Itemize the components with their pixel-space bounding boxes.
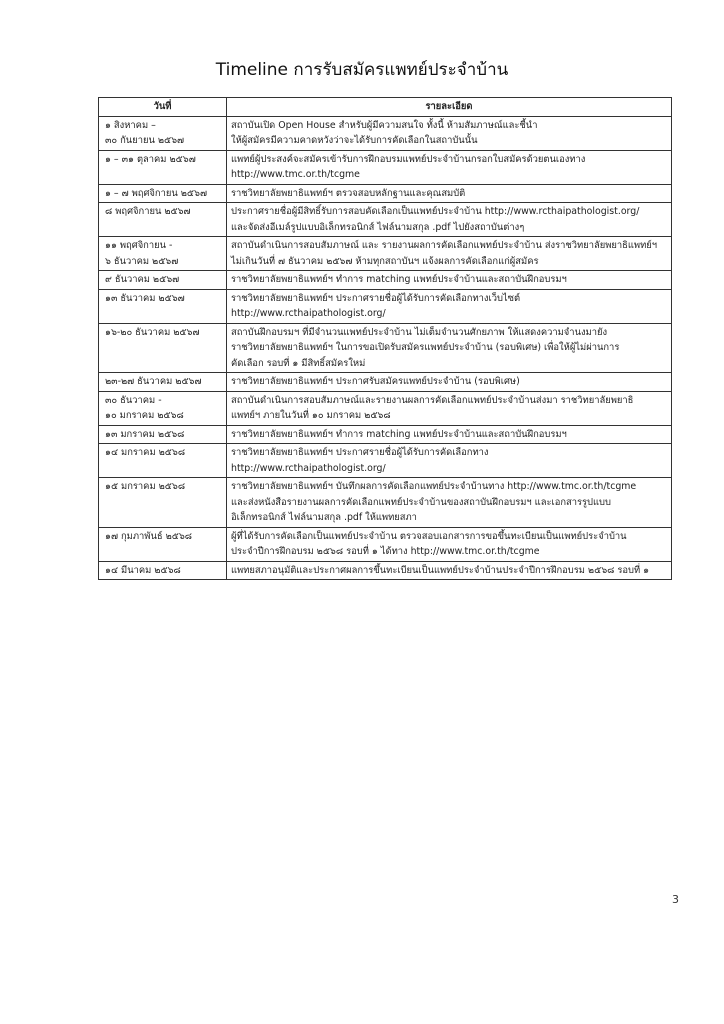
- table-row: [99, 271, 672, 290]
- row-date: ๑๔ มกราคม ๒๕๖๘: [99, 444, 227, 478]
- table-row: [99, 561, 672, 580]
- table-row: [99, 391, 672, 425]
- row-date: ๑ สิงหาคม – ๓๐ กันยายน ๒๕๖๗: [99, 116, 227, 150]
- row-date: ๑๗ กุมภาพันธ์ ๒๕๖๘: [99, 527, 227, 561]
- row-detail: สถาบันดำเนินการสอบสัมภาษณ์ และ รายงานผลการคัดเลือกแพทย์ประจำบ้าน ส่งราชวิทยาลัยพยาธิแพทย์ฯ ไม่เกินวันที่ ๗ ธันวาคม ๒๕๖๗ ห้ามทุกสถาบันฯ แจ้งผลการคัดเลือกแก่ผู้สมัคร: [227, 237, 672, 271]
- row-detail: ผู้ที่ได้รับการคัดเลือกเป็นแพทย์ประจำบ้าน ตรวจสอบเอกสารการขอขึ้นทะเบียนเป็นแพทย์ประจำบ้าน ประจำปีการฝึกอบรม ๒๕๖๘ รอบที่ ๑ ได้ทาง http://www.tmc.or.th/tcgme: [227, 527, 672, 561]
- table-header-row: [99, 98, 672, 117]
- table-row: [99, 373, 672, 392]
- table-row: [99, 150, 672, 184]
- table-row: [99, 444, 672, 478]
- table-row: [99, 478, 672, 528]
- row-detail: ราชวิทยาลัยพยาธิแพทย์ฯ ทำการ matching แพทย์ประจำบ้านและสถาบันฝึกอบรมฯ: [227, 425, 672, 444]
- row-detail: ราชวิทยาลัยพยาธิแพทย์ฯ ประกาศรายชื่อผู้ได้รับการคัดเลือกทาง http://www.rcthaipathologist.org/: [227, 444, 672, 478]
- row-detail: ราชวิทยาลัยพยาธิแพทย์ฯ บันทึกผลการคัดเลือกแพทย์ประจำบ้านทาง http://www.tmc.or.th/tcgme และส่งหนังสือรายงานผลการคัดเลือกแพทย์ประจำบ้านของสถาบันฝึกอบรมฯ และเอกสารรูปแบบ อิเล็กทรอนิกส์ ไฟล์นามสกุล .pdf ให้แพทยสภา: [227, 478, 672, 528]
- table-row: [99, 323, 672, 373]
- row-date: ๑ – ๗ พฤศจิกายน ๒๕๖๗: [99, 184, 227, 203]
- row-date: ๑๖-๒๐ ธันวาคม ๒๕๖๗: [99, 323, 227, 373]
- row-date: ๑๕ มกราคม ๒๕๖๘: [99, 478, 227, 528]
- column-header-detail: รายละเอียด: [227, 98, 672, 117]
- table-row: [99, 237, 672, 271]
- row-detail: ราชวิทยาลัยพยาธิแพทย์ฯ ทำการ matching แพทย์ประจำบ้านและสถาบันฝึกอบรมฯ: [227, 271, 672, 290]
- row-detail: แพทยสภาอนุมัติและประกาศผลการขึ้นทะเบียนเป็นแพทย์ประจำบ้านประจำปีการฝึกอบรม ๒๕๖๘ รอบที่ ๑: [227, 561, 672, 580]
- timeline-table: [98, 97, 672, 580]
- timeline-body: [99, 116, 672, 580]
- row-date: ๙ ธันวาคม ๒๕๖๗: [99, 271, 227, 290]
- row-date: ๑๔ มีนาคม ๒๕๖๘: [99, 561, 227, 580]
- table-row: [99, 425, 672, 444]
- page-number: 3: [672, 893, 679, 906]
- row-date: ๑๓ ธันวาคม ๒๕๖๗: [99, 289, 227, 323]
- row-detail: สถาบันฝึกอบรมฯ ที่มีจำนวนแพทย์ประจำบ้าน ไม่เต็มจำนวนศักยภาพ ให้แสดงความจำนงมายัง ราชวิทยาลัยพยาธิแพทย์ฯ ในการขอเปิดรับสมัครแพทย์ประจำบ้าน (รอบพิเศษ) เพื่อให้ผู้ไม่ผ่านการ คัดเลือก รอบที่ ๑ มีสิทธิ์สมัครใหม่: [227, 323, 672, 373]
- row-detail: ประกาศรายชื่อผู้มีสิทธิ์รับการสอบคัดเลือกเป็นแพทย์ประจำบ้าน http://www.rcthaipathologist.org/ และจัดส่งอีเมล์รูปแบบอิเล็กทรอนิกส์ ไฟล์นามสกุล .pdf ไปยังสถาบันต่างๆ: [227, 203, 672, 237]
- row-date: ๑ – ๓๑ ตุลาคม ๒๕๖๗: [99, 150, 227, 184]
- row-detail: สถาบันเปิด Open House สำหรับผู้มีความสนใจ ทั้งนี้ ห้ามสัมภาษณ์และชี้นำ ให้ผู้สมัครมีความคาดหวังว่าจะได้รับการคัดเลือกในสถาบันนั้น: [227, 116, 672, 150]
- table-row: [99, 289, 672, 323]
- row-date: ๑๓ มกราคม ๒๕๖๘: [99, 425, 227, 444]
- row-detail: ราชวิทยาลัยพยาธิแพทย์ฯ ตรวจสอบหลักฐานและคุณสมบัติ: [227, 184, 672, 203]
- row-detail: สถาบันดำเนินการสอบสัมภาษณ์และรายงานผลการคัดเลือกแพทย์ประจำบ้านส่งมา ราชวิทยาลัยพยาธิ แพทย์ฯ ภายในวันที่ ๑๐ มกราคม ๒๕๖๘: [227, 391, 672, 425]
- column-header-date: วันที่: [99, 98, 227, 117]
- row-detail: แพทย์ผู้ประสงค์จะสมัครเข้ารับการฝึกอบรมแพทย์ประจำบ้านกรอกใบสมัครด้วยตนเองทาง http://www.tmc.or.th/tcgme: [227, 150, 672, 184]
- table-row: [99, 116, 672, 150]
- row-date: ๑๑ พฤศจิกายน - ๖ ธันวาคม ๒๕๖๗: [99, 237, 227, 271]
- row-date: ๘ พฤศจิกายน ๒๕๖๗: [99, 203, 227, 237]
- row-date: ๓๐ ธันวาคม - ๑๐ มกราคม ๒๕๖๘: [99, 391, 227, 425]
- table-row: [99, 203, 672, 237]
- row-date: ๒๓-๒๗ ธันวาคม ๒๕๖๗: [99, 373, 227, 392]
- table-row: [99, 527, 672, 561]
- table-row: [99, 184, 672, 203]
- row-detail: ราชวิทยาลัยพยาธิแพทย์ฯ ประกาศรายชื่อผู้ได้รับการคัดเลือกทางเว็บไซต์ http://www.rcthaipathologist.org/: [227, 289, 672, 323]
- page-title: Timeline การรับสมัครแพทย์ประจำบ้าน: [215, 60, 509, 80]
- row-detail: ราชวิทยาลัยพยาธิแพทย์ฯ ประกาศรับสมัครแพทย์ประจำบ้าน (รอบพิเศษ): [227, 373, 672, 392]
